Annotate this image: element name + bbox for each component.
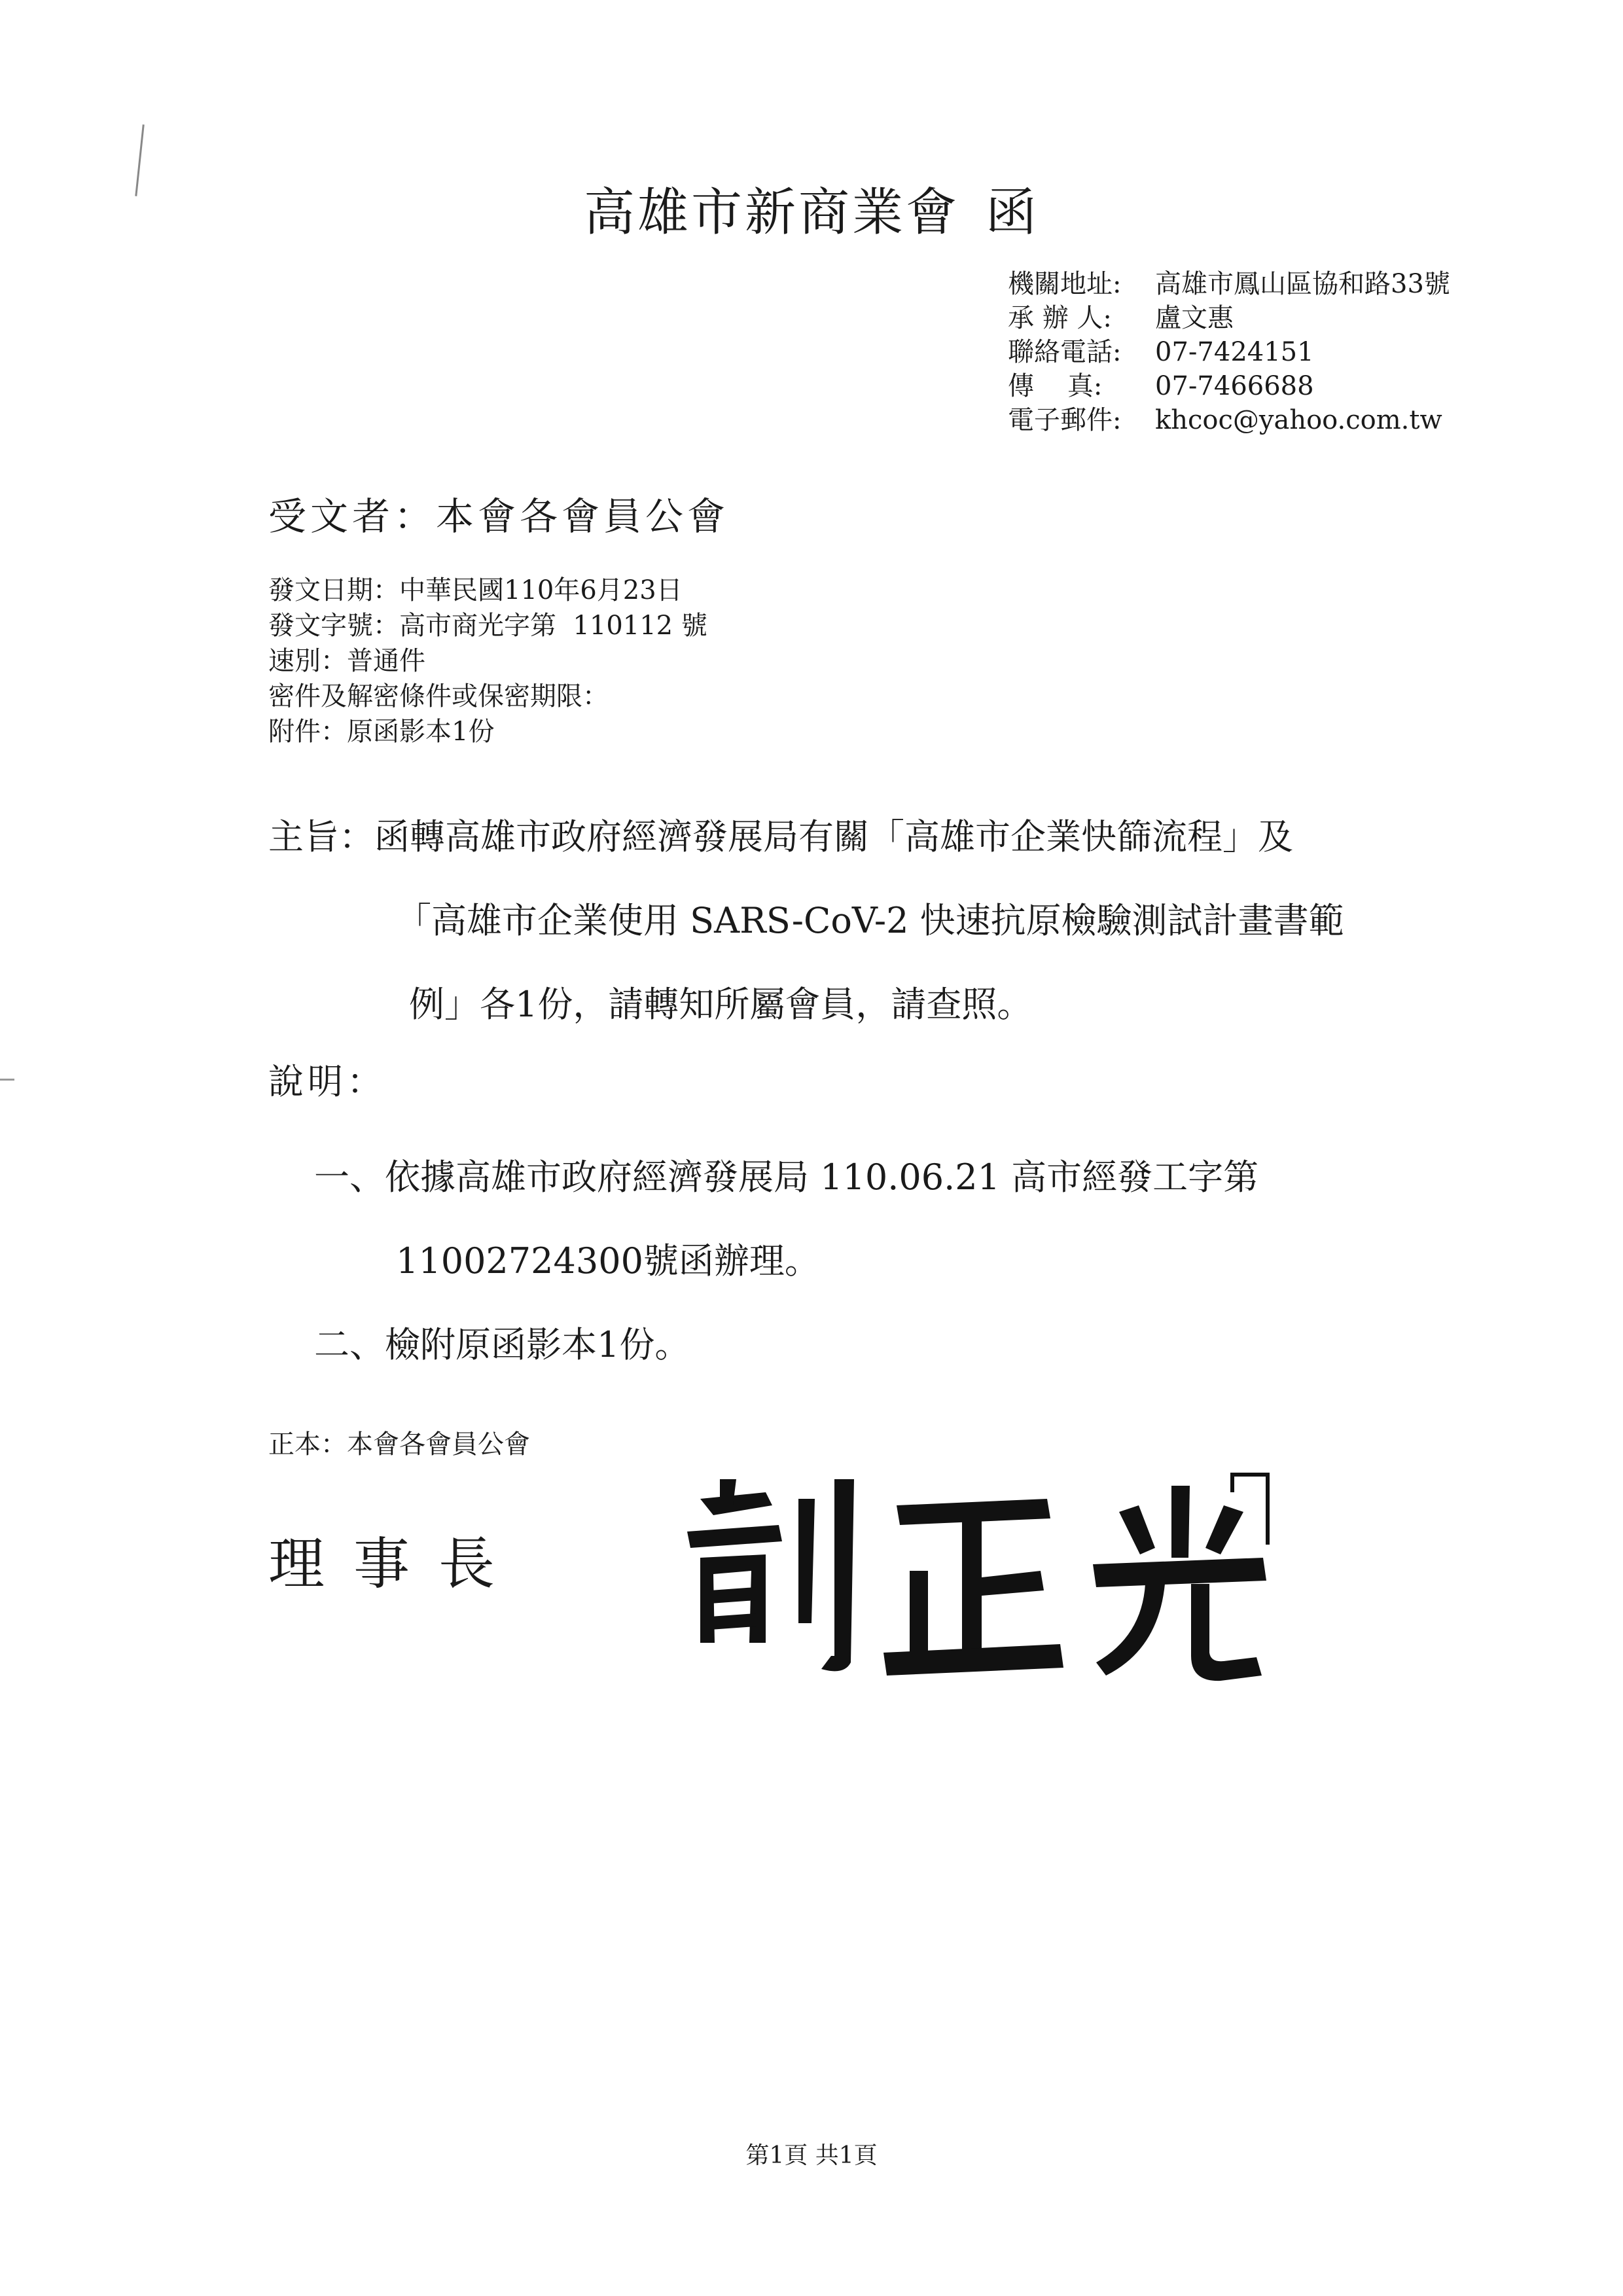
contact-label: 電子郵件: bbox=[1008, 405, 1122, 435]
attachment: 附件：原函影本1份 bbox=[268, 717, 495, 747]
subject-block bbox=[268, 795, 1525, 1047]
chair-title: 理事長 bbox=[268, 1532, 524, 1597]
explanation-item: 二、檢附原函影本1份。 bbox=[314, 1324, 690, 1365]
subject-line: 主旨：函轉高雄市政府經濟發展局有關「高雄市企業快篩流程」及 bbox=[268, 816, 1293, 857]
issue-number: 發文字號：高市商光字第 110112 號 bbox=[268, 611, 707, 641]
explanation-item-cont: 11002724300號函辦理。 bbox=[396, 1240, 820, 1282]
contact-value: 高雄市鳳山區協和路33號 bbox=[1155, 269, 1450, 299]
contact-value: 07-7466688 bbox=[1155, 371, 1314, 401]
signature-seal-icon bbox=[661, 1466, 1289, 1689]
secrecy: 密件及解密條件或保密期限： bbox=[268, 681, 609, 711]
contact-value: 07-7424151 bbox=[1155, 337, 1314, 367]
org-name: 高雄市新商業會 bbox=[583, 183, 959, 242]
document-title bbox=[0, 171, 1623, 245]
contact-row bbox=[1008, 267, 1450, 301]
contact-block bbox=[1008, 267, 1450, 437]
subject-line: 「高雄市企業使用 SARS-CoV-2 快速抗原檢驗測試計畫書範 bbox=[396, 900, 1344, 941]
scan-mark bbox=[0, 1079, 14, 1081]
contact-row bbox=[1008, 335, 1450, 369]
meta-block bbox=[268, 573, 707, 749]
carbon-copy: 正本：本會各會員公會 bbox=[268, 1429, 530, 1460]
contact-value: 盧文惠 bbox=[1155, 303, 1234, 333]
explanation-item: 一、依據高雄市政府經濟發展局 110.06.21 高市經發工字第 bbox=[314, 1157, 1259, 1198]
explanation-block bbox=[314, 1136, 1258, 1387]
contact-label: 承 辦 人: bbox=[1008, 303, 1112, 333]
subject-line: 例」各1份，請轉知所屬會員，請查照。 bbox=[409, 984, 1033, 1025]
contact-label: 聯絡電話: bbox=[1008, 337, 1122, 367]
recipient: 受文者：本會各會員公會 bbox=[268, 494, 730, 539]
issue-date: 發文日期：中華民國110年6月23日 bbox=[268, 575, 683, 605]
doc-type: 函 bbox=[986, 183, 1040, 242]
contact-label: 傳 真: bbox=[1008, 371, 1103, 401]
contact-email: khcoc@yahoo.com.tw bbox=[1155, 405, 1442, 435]
contact-row bbox=[1008, 403, 1450, 437]
speed: 速別：普通件 bbox=[268, 646, 425, 676]
contact-label: 機關地址: bbox=[1008, 269, 1122, 299]
page-footer: 第1頁 共1頁 bbox=[745, 2142, 878, 2169]
explanation-heading: 說明： bbox=[268, 1061, 386, 1102]
contact-row bbox=[1008, 301, 1450, 335]
contact-row bbox=[1008, 369, 1450, 403]
chair-signature bbox=[661, 1466, 1289, 1691]
